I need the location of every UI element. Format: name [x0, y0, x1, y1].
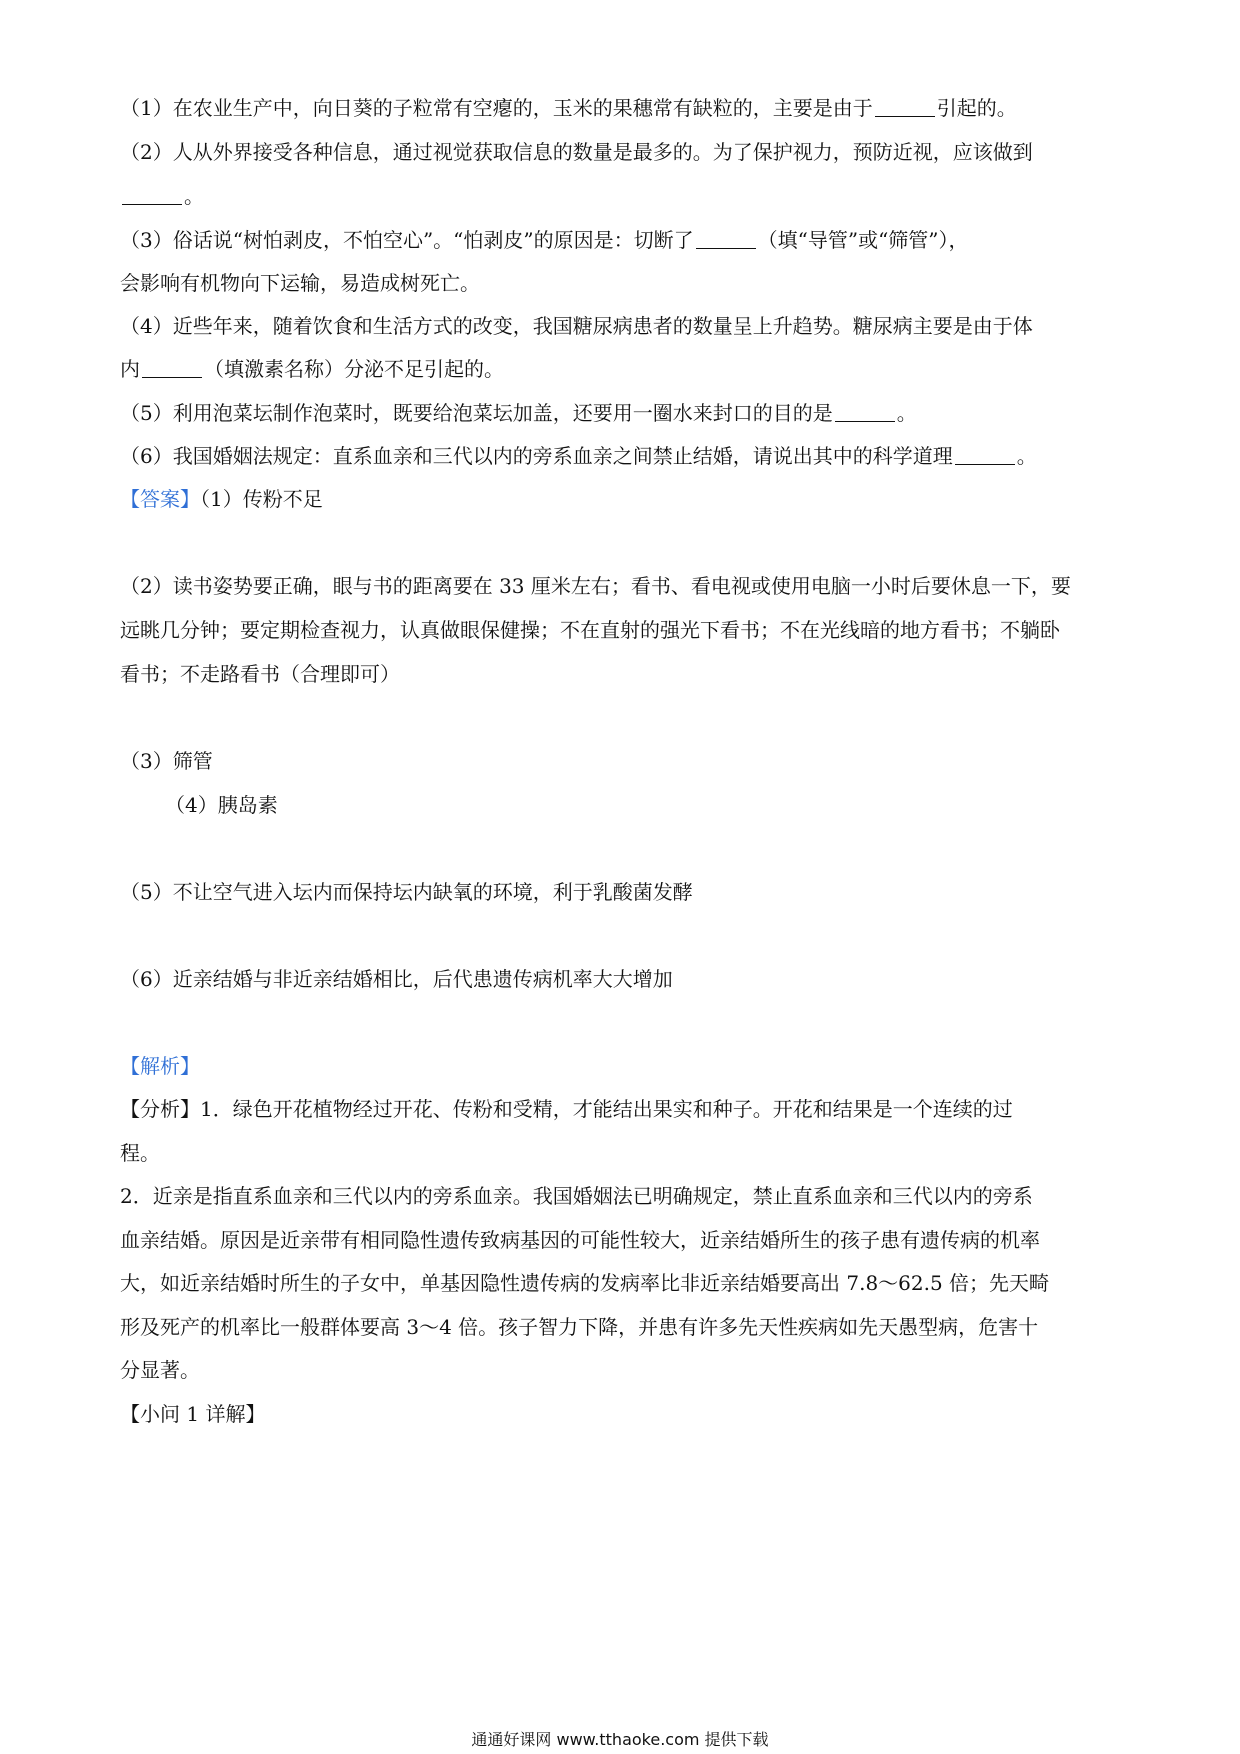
answer-6: （6）近亲结婚与非近亲结婚相比，后代患遗传病机率大大增加	[120, 967, 673, 991]
analysis-p2-line-2: 血亲结婚。原因是近亲带有相同隐性遗传致病基因的可能性较大，近亲结婚所生的孩子患有遗传病的机率	[120, 1228, 1040, 1252]
question-2-text-end: 。	[184, 184, 204, 208]
page-footer: 通通好课网 www.tthaoke.com 提供下载	[471, 1730, 769, 1749]
question-3-text: （3）俗话说“树怕剥皮，不怕空心”。“怕剥皮”的原因是：切断了	[120, 228, 694, 252]
question-4-text: 内	[120, 357, 140, 381]
answer-blank	[122, 184, 182, 205]
answer-blank	[142, 357, 202, 378]
question-1-text: （1）在农业生产中，向日葵的子粒常有空瘪的，玉米的果穗常有缺粒的，主要是由于	[120, 96, 873, 120]
answer-label: 【答案】	[120, 487, 200, 511]
question-4-line-1: （4）近些年来，随着饮食和生活方式的改变，我国糖尿病患者的数量呈上升趋势。糖尿病主要是由于体	[120, 314, 1033, 338]
sub-question-heading: 【小问 1 详解】	[120, 1402, 266, 1426]
question-2-line-2	[120, 181, 1130, 211]
question-6-text: （6）我国婚姻法规定：直系血亲和三代以内的旁系血亲之间禁止结婚，请说出其中的科学道理	[120, 444, 953, 468]
answer-2-line-3: 看书；不走路看书（合理即可）	[120, 662, 400, 686]
analysis-p2-line-3: 大，如近亲结婚时所生的子女中，单基因隐性遗传病的发病率比非近亲结婚要高出 7.8～62.5 倍；先天畸	[120, 1271, 1050, 1295]
question-6-text-end: 。	[1016, 444, 1037, 468]
question-1	[120, 93, 1130, 123]
question-5-text-end: 。	[896, 401, 917, 425]
answer-2-line-2: 远眺几分钟；要定期检查视力，认真做眼保健操；不在直射的强光下看书；不在光线暗的地方看书；不躺卧	[120, 618, 1060, 642]
answer-1	[120, 484, 1130, 514]
question-4-line-2	[120, 354, 1130, 384]
analysis-label: 【解析】	[120, 1054, 200, 1078]
question-1-text-end: 引起的。	[936, 96, 1017, 120]
answer-5: （5）不让空气进入坛内而保持坛内缺氧的环境，利于乳酸菌发酵	[120, 880, 693, 904]
question-3-text-mid: （填“导管”或“筛管”），	[757, 228, 969, 252]
answer-4: （4）胰岛素	[165, 793, 278, 817]
analysis-p2-line-1: 2．近亲是指直系血亲和三代以内的旁系血亲。我国婚姻法已明确规定，禁止直系血亲和三代以内的旁系	[120, 1184, 1033, 1208]
analysis-p2-line-4: 形及死产的机率比一般群体要高 3～4 倍。孩子智力下降，并患有许多先天性疾病如先天愚型病，危害十	[120, 1315, 1039, 1339]
question-4-text-end: （填激素名称）分泌不足引起的。	[204, 357, 504, 381]
question-6	[120, 441, 1130, 471]
answer-blank	[955, 444, 1015, 465]
question-2-line-1: （2）人从外界接受各种信息，通过视觉获取信息的数量是最多的。为了保护视力，预防近视，应该做到	[120, 140, 1033, 164]
answer-blank	[835, 401, 895, 422]
answer-3: （3）筛管	[120, 749, 213, 773]
question-5	[120, 398, 1130, 428]
answer-1-text: （1）传粉不足	[200, 487, 323, 511]
answer-blank	[875, 96, 935, 117]
analysis-p1-line-2: 程。	[120, 1141, 160, 1165]
analysis-p1-line-1: 【分析】1．绿色开花植物经过开花、传粉和受精，才能结出果实和种子。开花和结果是一个连续的过	[120, 1097, 1013, 1121]
question-5-text: （5）利用泡菜坛制作泡菜时，既要给泡菜坛加盖，还要用一圈水来封口的目的是	[120, 401, 833, 425]
question-3-line-2: 会影响有机物向下运输，易造成树死亡。	[120, 271, 480, 295]
analysis-p2-line-5: 分显著。	[120, 1358, 200, 1382]
answer-2-line-1: （2）读书姿势要正确，眼与书的距离要在 33 厘米左右；看书、看电视或使用电脑一小时后要休息一下，要	[120, 574, 1071, 598]
answer-blank	[696, 228, 756, 249]
question-3-line-1	[120, 225, 1130, 255]
